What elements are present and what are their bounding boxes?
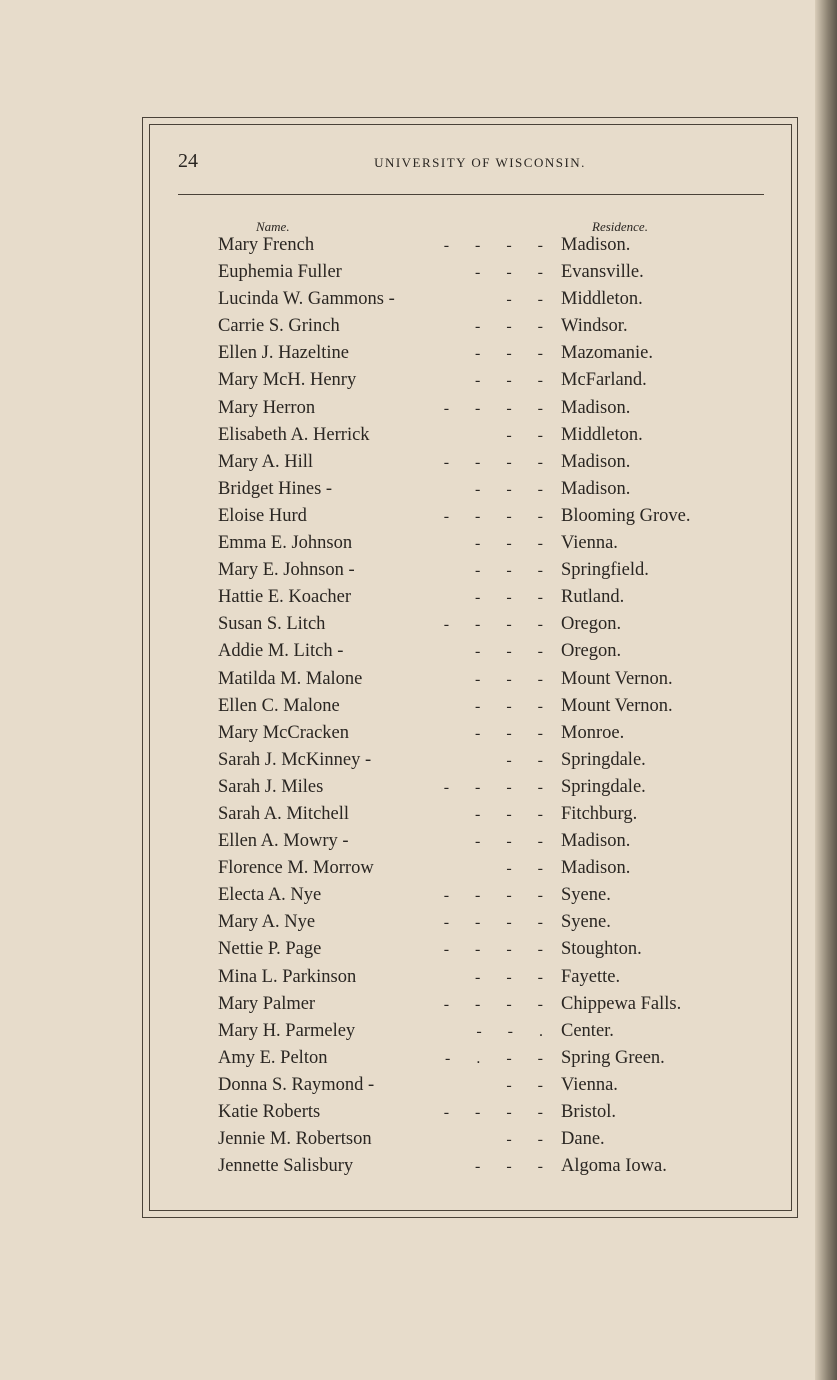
list-item <box>218 991 738 1018</box>
student-residence: Spring Green. <box>561 1047 665 1068</box>
student-name: Sarah A. Mitchell <box>218 803 350 824</box>
student-residence: Madison. <box>561 858 631 879</box>
column-header-name: Name. <box>256 219 290 234</box>
list-item <box>218 855 738 882</box>
student-name: Mary French <box>218 235 315 255</box>
leader-dashes: - - - - <box>443 616 554 634</box>
leader-dashes: - - - <box>475 589 554 607</box>
student-residence: Madison. <box>561 235 631 255</box>
list-item <box>218 232 738 259</box>
list-item <box>218 693 738 720</box>
student-residence: Springdale. <box>561 776 646 797</box>
list-item <box>218 611 738 638</box>
list-item <box>218 1045 738 1072</box>
leader-dashes: - - - <box>475 670 554 688</box>
student-residence: Fayette. <box>561 966 621 987</box>
student-name: Jennie M. Robertson <box>218 1129 372 1150</box>
student-name: Mina L. Parkinson <box>218 966 357 987</box>
leader-dashes: - - - - <box>443 914 554 932</box>
leader-dashes: - - - - <box>443 399 554 417</box>
list-item <box>218 638 738 665</box>
student-residence: Madison. <box>561 451 631 472</box>
student-name: Emma E. Johnson <box>218 533 353 554</box>
student-name: Katie Roberts <box>218 1102 321 1122</box>
leader-dashes: - - - - <box>443 1104 554 1121</box>
student-name: Mary McH. Henry <box>218 370 357 391</box>
list-item <box>218 476 738 503</box>
leader-dashes: - - <box>506 426 554 444</box>
header-rule <box>178 194 764 195</box>
student-residence: Blooming Grove. <box>561 505 691 526</box>
student-residence: Mount Vernon. <box>561 668 673 689</box>
leader-dashes: - - <box>506 1131 554 1149</box>
list-item <box>218 801 738 828</box>
student-residence: Syene. <box>561 912 611 933</box>
student-residence: Mount Vernon. <box>561 695 673 716</box>
leader-dashes: - - - <box>475 833 554 851</box>
leader-dashes: - - - <box>475 805 554 823</box>
student-name: Amy E. Pelton <box>218 1047 328 1068</box>
student-name: Euphemia Fuller <box>218 262 342 283</box>
list-item <box>218 530 738 557</box>
student-residence: Rutland. <box>561 587 625 608</box>
leader-dashes: - - - <box>475 724 554 742</box>
leader-dashes: - - - <box>475 264 554 282</box>
list-item <box>218 882 738 909</box>
student-residence: Mazomanie. <box>561 343 653 364</box>
leader-dashes: - - <box>506 860 554 878</box>
student-name: Addie M. Litch - <box>218 641 344 662</box>
student-residence: Oregon. <box>561 614 622 635</box>
column-header-residence: Residence. <box>592 219 648 234</box>
student-name: Mary Palmer <box>218 993 316 1014</box>
student-residence: Evansville. <box>561 262 644 283</box>
list-item <box>218 909 738 936</box>
leader-dashes: - - - <box>475 535 554 553</box>
student-name: Hattie E. Koacher <box>218 587 352 608</box>
list-item <box>218 367 738 394</box>
student-name: Susan S. Litch <box>218 614 326 635</box>
list-item <box>218 1126 738 1153</box>
leader-dashes: - - . <box>476 1022 554 1040</box>
student-residence: Windsor. <box>561 316 628 337</box>
list-item <box>218 1018 738 1045</box>
leader-dashes: - - - - <box>443 887 554 905</box>
student-list <box>218 232 738 1180</box>
leader-dashes: - - - <box>475 643 554 661</box>
student-residence: Fitchburg. <box>561 803 638 824</box>
leader-dashes: - - - - <box>443 995 554 1013</box>
leader-dashes: - - <box>506 291 554 309</box>
page-number: 24 <box>178 150 198 172</box>
student-residence: Springfield. <box>561 560 649 581</box>
leader-dashes: - - <box>506 1076 554 1094</box>
leader-dashes: - - - <box>475 372 554 390</box>
student-name: Ellen J. Hazeltine <box>218 343 349 364</box>
student-name: Nettie P. Page <box>218 939 322 960</box>
student-residence: Oregon. <box>561 641 622 662</box>
leader-dashes: - - - <box>475 480 554 498</box>
list-item <box>218 395 738 422</box>
list-item <box>218 1153 738 1180</box>
student-name: Mary McCracken <box>218 722 349 743</box>
leader-dashes: - . - - <box>445 1049 554 1067</box>
student-residence: Dane. <box>561 1129 605 1150</box>
leader-dashes: - - - - <box>443 453 554 471</box>
student-name: Mary A. Nye <box>218 912 316 933</box>
student-name: Ellen A. Mowry - <box>218 831 349 852</box>
student-name: Mary Herron <box>218 397 316 418</box>
student-residence: Center. <box>561 1020 614 1041</box>
list-item <box>218 936 738 963</box>
list-item <box>218 964 738 991</box>
student-residence: Stoughton. <box>561 939 642 960</box>
leader-dashes: - - <box>506 751 554 769</box>
student-name: Florence M. Morrow <box>218 858 374 879</box>
list-item <box>218 340 738 367</box>
student-name: Jennette Salisbury <box>218 1156 354 1177</box>
student-name: Electa A. Nye <box>218 885 322 906</box>
list-item <box>218 584 738 611</box>
student-residence: Bristol. <box>561 1102 616 1122</box>
list-item <box>218 720 738 747</box>
student-name: Sarah J. McKinney - <box>218 749 372 770</box>
student-name: Donna S. Raymond - <box>218 1074 375 1095</box>
student-name: Lucinda W. Gammons - <box>218 289 395 310</box>
list-item <box>218 449 738 476</box>
student-residence: Syene. <box>561 885 611 906</box>
leader-dashes: - - - <box>475 345 554 363</box>
student-name: Elisabeth A. Herrick <box>218 424 370 445</box>
student-name: Mary A. Hill <box>218 451 314 472</box>
list-item <box>218 1099 738 1126</box>
running-head: UNIVERSITY OF WISCONSIN. <box>374 155 586 170</box>
student-residence: Chippewa Falls. <box>561 993 682 1014</box>
leader-dashes: - - - - <box>443 237 554 254</box>
student-name: Mary H. Parmeley <box>218 1020 356 1041</box>
leader-dashes: - - - <box>475 562 554 580</box>
student-residence: McFarland. <box>561 370 647 391</box>
leader-dashes: - - - - <box>443 507 554 525</box>
student-residence: Madison. <box>561 397 631 418</box>
student-residence: Algoma Iowa. <box>561 1156 667 1177</box>
student-residence: Monroe. <box>561 722 625 743</box>
list-item <box>218 286 738 313</box>
student-residence: Madison. <box>561 478 631 499</box>
page-edge-shadow <box>815 0 837 1380</box>
list-item <box>218 666 738 693</box>
student-name: Ellen C. Malone <box>218 695 340 716</box>
student-residence: Madison. <box>561 831 631 852</box>
leader-dashes: - - - <box>475 1158 554 1176</box>
leader-dashes: - - - <box>475 968 554 986</box>
leader-dashes: - - - - <box>443 941 554 959</box>
student-name: Mary E. Johnson - <box>218 560 355 581</box>
student-name: Sarah J. Miles <box>218 776 324 797</box>
student-residence: Vienna. <box>561 533 618 554</box>
list-item <box>218 259 738 286</box>
list-item <box>218 557 738 584</box>
list-item <box>218 1072 738 1099</box>
list-item <box>218 503 738 530</box>
student-residence: Middleton. <box>561 424 643 445</box>
list-item <box>218 747 738 774</box>
leader-dashes: - - - <box>475 697 554 715</box>
student-residence: Springdale. <box>561 749 646 770</box>
student-residence: Middleton. <box>561 289 643 310</box>
student-name: Matilda M. Malone <box>218 668 363 689</box>
leader-dashes: - - - - <box>443 778 554 796</box>
student-name: Bridget Hines - <box>218 478 333 499</box>
student-residence: Vienna. <box>561 1074 618 1095</box>
list-item <box>218 828 738 855</box>
list-item <box>218 774 738 801</box>
student-name: Carrie S. Grinch <box>218 316 340 337</box>
list-item <box>218 313 738 340</box>
list-item <box>218 422 738 449</box>
student-name: Eloise Hurd <box>218 505 307 526</box>
leader-dashes: - - - <box>475 318 554 336</box>
